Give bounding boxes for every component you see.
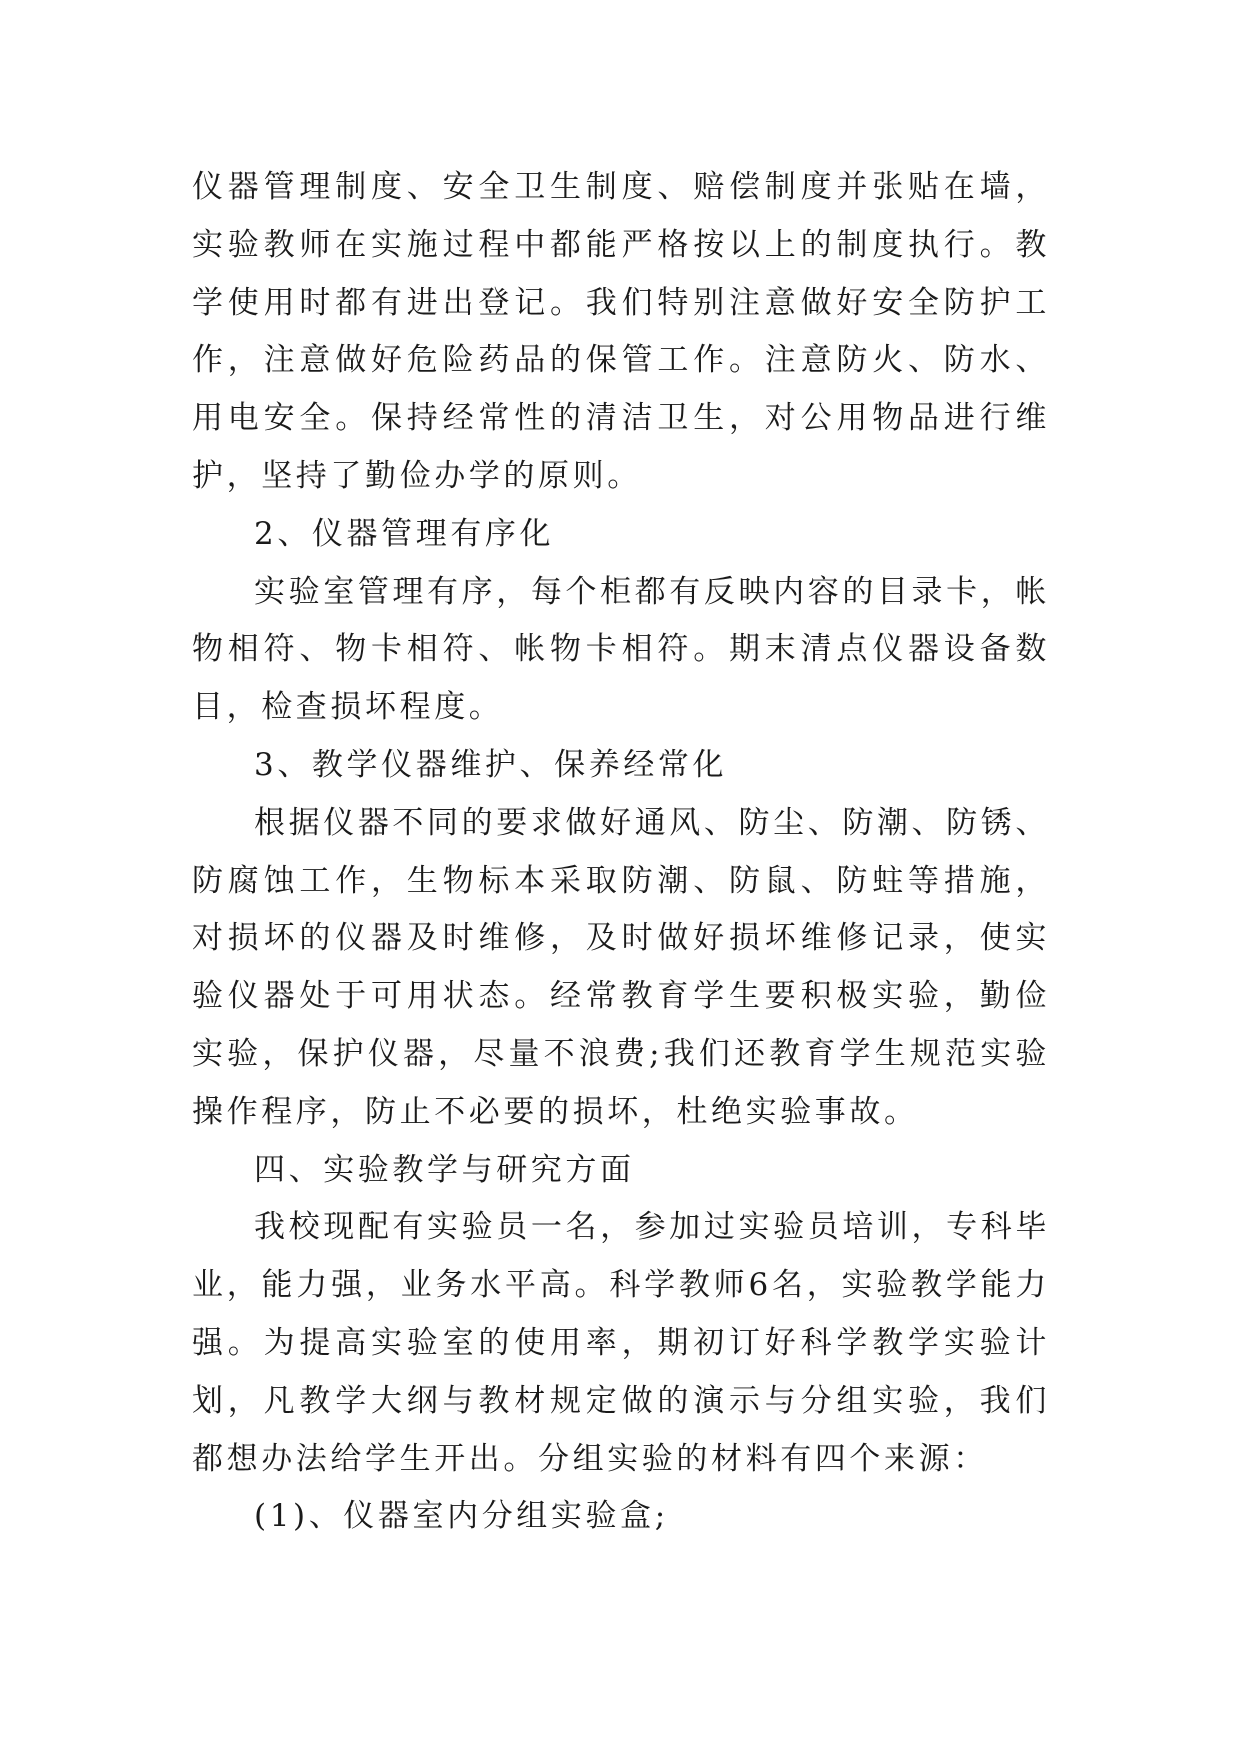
paragraph-management-rules: 仪器管理制度、安全卫生制度、赔偿制度并张贴在墙，实验教师在实施过程中都能严格按以上的制度执行。教学使用时都有进出登记。我们特别注意做好安全防护工作，注意做好危险药品的保管工作。注意防火、防水、用电安全。保持经常性的清洁卫生，对公用物品进行维护，坚持了勤俭办学的原则。 bbox=[192, 169, 1050, 494]
document-body bbox=[192, 159, 1050, 1546]
heading-maintenance: 3、教学仪器维护、保养经常化 bbox=[254, 746, 728, 783]
paragraph-lab-order: 实验室管理有序，每个柜都有反映内容的目录卡，帐物相符、物卡相符、帐物卡相符。期末清点仪器设备数目，检查损坏程度。 bbox=[192, 573, 1050, 726]
paragraph-maintenance: 根据仪器不同的要求做好通风、防尘、防潮、防锈、防腐蚀工作，生物标本采取防潮、防鼠、防蛀等措施，对损坏的仪器及时维修，及时做好损坏维修记录，使实验仪器处于可用状态。经常教育学生要积极实验，勤俭实验，保护仪器，尽量不浪费;我们还教育学生规范实验操作程序，防止不必要的损坏，杜绝实验事故。 bbox=[192, 804, 1050, 1130]
heading-teaching-research: 四、实验教学与研究方面 bbox=[254, 1151, 635, 1188]
heading-instrument-order: 2、仪器管理有序化 bbox=[254, 515, 555, 552]
list-item-material-source-1: (1)、仪器室内分组实验盒; bbox=[254, 1498, 669, 1535]
paragraph-teaching-research: 我校现配有实验员一名，参加过实验员培训，专科毕业，能力强，业务水平高。科学教师6名，实验教学能力强。为提高实验室的使用率，期初订好科学教学实验计划，凡教学大纲与教材规定做的演示与分组实验，我们都想办法给学生开出。分组实验的材料有四个来源： bbox=[192, 1209, 1050, 1477]
